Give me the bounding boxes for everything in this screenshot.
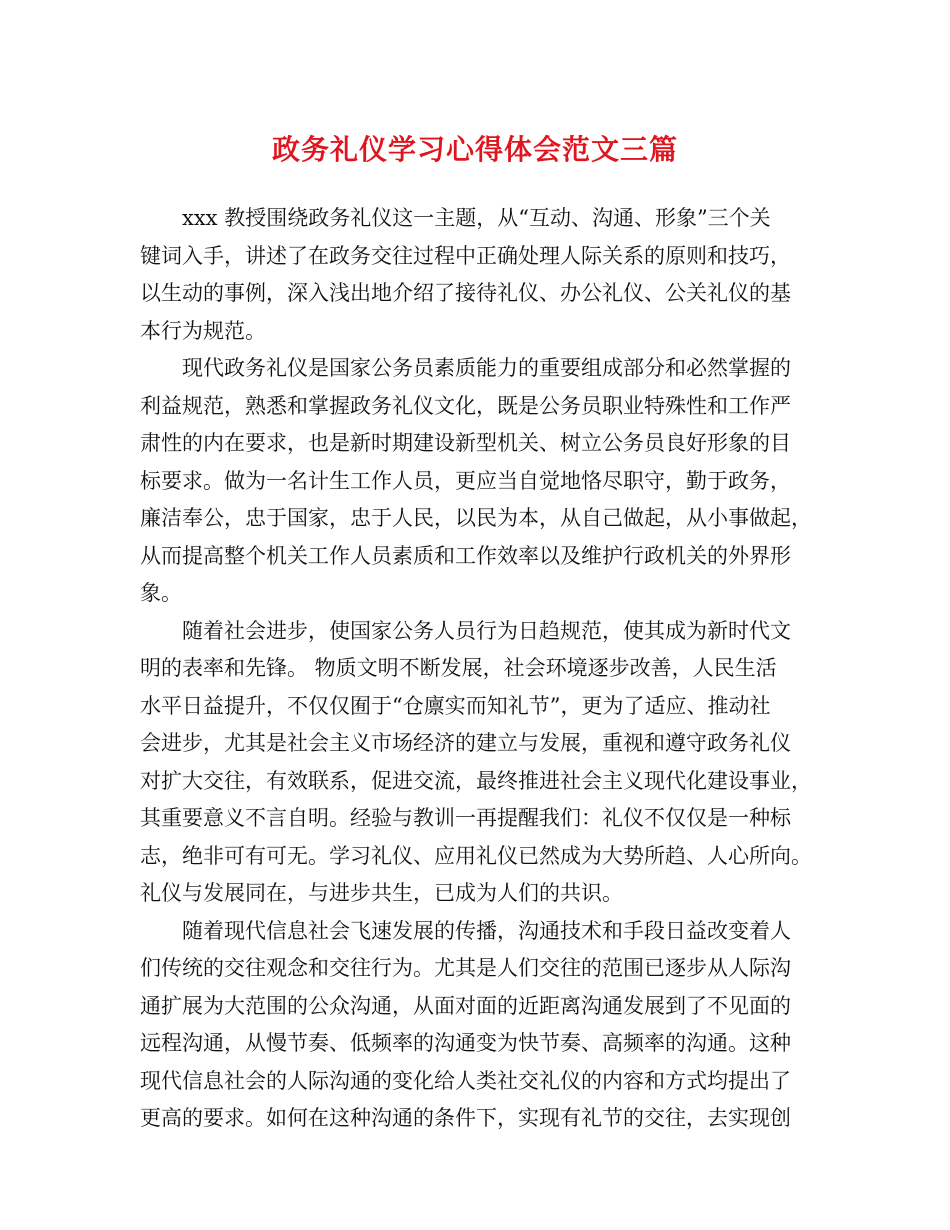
text-line: 以生动的事例，深入浅出地介绍了接待礼仪、办公礼仪、公关礼仪的基 <box>140 281 791 305</box>
text-line: 本行为规范。 <box>140 318 266 343</box>
text-line: 会进步，尤其是社会主义市场经济的建立与发展，重视和遵守政务礼仪 <box>140 731 791 755</box>
text-line: 通扩展为大范围的公众沟通，从面对面的近距离沟通发展到了不见面的 <box>140 993 791 1018</box>
paragraph-3 <box>140 613 830 913</box>
text-line: 随着现代信息社会飞速发展的传播，沟通技术和手段日益改变着人 <box>182 918 791 943</box>
text-line: 们传统的交往观念和交往行为。尤其是人们交往的范围已逐步从人际沟 <box>140 956 791 980</box>
text-line: 利益规范，熟悉和掌握政务礼仪文化，既是公务员职业特殊性和工作严 <box>140 393 791 418</box>
text-line: 远程沟通，从慢节奏、低频率的沟通变为快节奏、高频率的沟通。这种 <box>140 1031 791 1055</box>
paragraph-1 <box>140 200 830 350</box>
text-line: 礼仪与发展同在，与进步共生，已成为人们的共识。 <box>140 881 623 905</box>
text-line: xxx 教授围绕政务礼仪这一主题，从“互动、沟通、形象”三个关 <box>182 206 771 230</box>
text-line: 廉洁奉公，忠于国家，忠于人民，以民为本，从自己做起，从小事做起， <box>140 506 812 530</box>
document-title: 政务礼仪学习心得体会范文三篇 <box>271 133 678 166</box>
text-line: 标要求。做为一名计生工作人员，更应当自觉地恪尽职守，勤于政务， <box>140 468 791 493</box>
text-line: 其重要意义不言自明。经验与教训一再提醒我们：礼仪不仅仅是一种标 <box>140 806 791 830</box>
document-body <box>140 200 830 1138</box>
text-line: 对扩大交往，有效联系，促进交流，最终推进社会主义现代化建设事业， <box>140 768 812 793</box>
text-line: 现代信息社会的人际沟通的变化给人类社交礼仪的内容和方式均提出了 <box>140 1068 791 1093</box>
text-line: 随着社会进步，使国家公务人员行为日趋规范，使其成为新时代文 <box>182 618 791 643</box>
text-line: 水平日益提升，不仅仅囿于“仓廪实而知礼节”，更为了适应、推动社 <box>140 693 771 718</box>
paragraph-2 <box>140 350 830 613</box>
text-line: 志，绝非可有可无。学习礼仪、应用礼仪已然成为大势所趋、人心所向。 <box>140 843 812 868</box>
text-line: 象。 <box>140 581 182 605</box>
text-line: 肃性的内在要求，也是新时期建设新型机关、树立公务员良好形象的目 <box>140 431 791 455</box>
text-line: 从而提高整个机关工作人员素质和工作效率以及维护行政机关的外界形 <box>140 543 791 568</box>
text-line: 明的表率和先锋。 物质文明不断发展，社会环境逐步改善，人民生活 <box>140 656 777 680</box>
text-line: 更高的要求。如何在这种沟通的条件下，实现有礼节的交往，去实现创 <box>140 1106 791 1130</box>
text-line: 键词入手，讲述了在政务交往过程中正确处理人际关系的原则和技巧， <box>140 243 791 268</box>
text-line: 现代政务礼仪是国家公务员素质能力的重要组成部分和必然掌握的 <box>182 356 791 380</box>
paragraph-4 <box>140 913 830 1138</box>
